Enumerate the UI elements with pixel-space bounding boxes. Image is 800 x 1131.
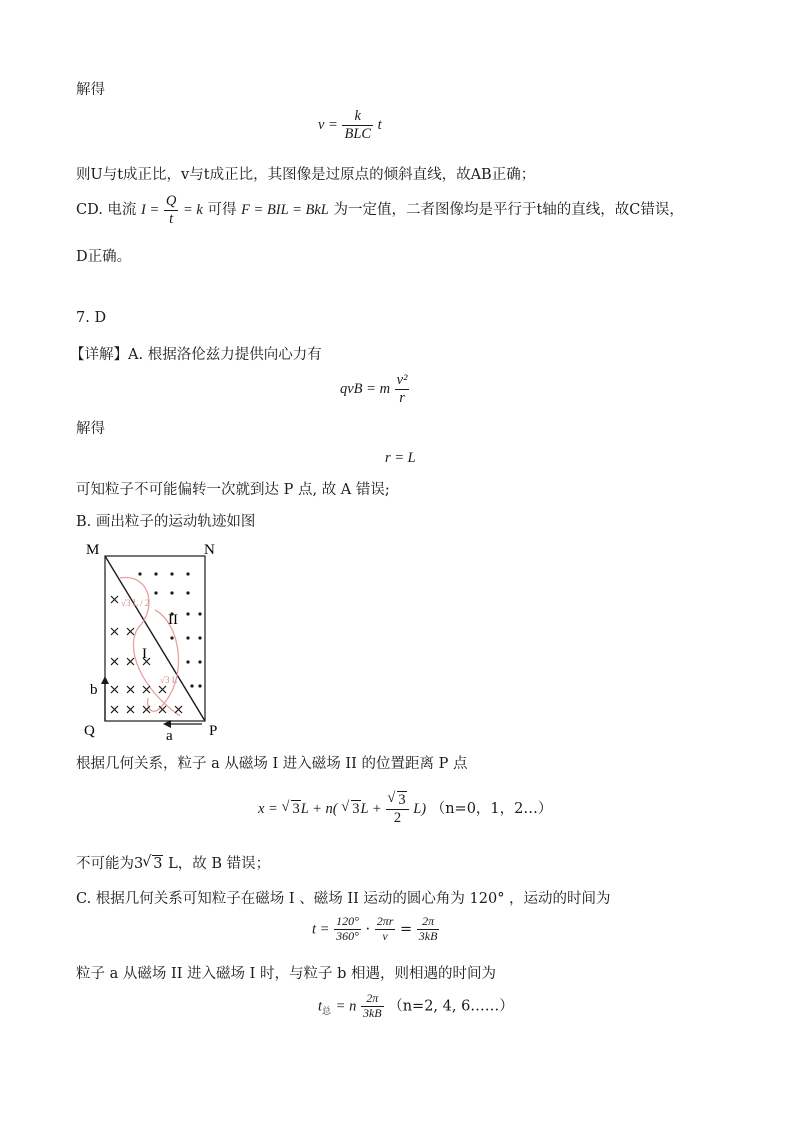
equation-condition: （n=2, 4, 6……） — [388, 998, 514, 1015]
fraction-denominator: r — [399, 389, 405, 406]
text-segment: 为一定值，二者图像均是平行于t轴的直线，故C错误， — [333, 202, 684, 219]
fraction-numerator: 2πr — [376, 914, 394, 928]
equation-time — [312, 915, 439, 944]
fraction-numerator: k — [342, 108, 373, 126]
arc-label-lower: √3 L — [160, 675, 178, 685]
equation-lhs: v = — [318, 117, 338, 134]
equation-part: L + n( — [300, 801, 338, 818]
text-line: 解得 — [76, 421, 105, 437]
equation-part: L + — [360, 801, 382, 818]
sqrt-term — [143, 856, 163, 872]
corner-label-n: N — [204, 542, 215, 558]
equation-lorentz — [340, 372, 409, 406]
sqrt-radicand: 3 — [352, 801, 360, 818]
fraction-denominator: 360° — [336, 928, 359, 943]
diagonal-boundary — [105, 556, 205, 721]
text-line: 解得 — [76, 82, 105, 98]
fraction-current — [164, 193, 178, 227]
detail-heading: 【详解】A. 根据洛伦兹力提供向心力有 — [70, 347, 322, 363]
corner-label-p: P — [209, 723, 218, 739]
equation-force: F = BIL = BkL — [241, 202, 329, 219]
field-dots-region — [138, 572, 201, 687]
fraction-result — [417, 915, 440, 944]
arrowhead-b — [101, 676, 109, 684]
text-line: B. 画出粒子的运动轨迹如图 — [76, 514, 256, 530]
equation-current-rhs: = k — [182, 202, 203, 219]
equation-lhs-t: t — [318, 998, 323, 1015]
sqrt-radicand: 3 — [292, 801, 300, 818]
equation-position — [258, 792, 552, 826]
text-segment: CD. 电流 — [76, 202, 137, 219]
fraction-denominator: BLC — [344, 125, 372, 142]
region-label-1: I — [142, 646, 147, 662]
question-answer: 7. D — [76, 310, 107, 326]
equation-condition: （n=0，1，2…） — [430, 801, 553, 818]
particle-label-b: b — [90, 682, 98, 698]
particle-label-a: a — [166, 728, 173, 743]
fraction-denominator: t — [169, 210, 174, 227]
fraction-numerator: v² — [396, 372, 408, 388]
fraction-angle — [334, 915, 361, 944]
fraction-period — [375, 915, 396, 944]
multiply-dot: · — [365, 921, 371, 938]
equation-velocity — [318, 108, 382, 142]
text-line: 根据几何关系，粒子 a 从磁场 I 进入磁场 II 的位置距离 P 点 — [76, 756, 468, 772]
fraction-denominator: 3kB — [362, 1005, 382, 1020]
text-line: 粒子 a 从磁场 II 进入磁场 I 时，与粒子 b 相遇，则相遇的时间为 — [76, 966, 496, 982]
text-line-b-conclusion — [76, 852, 270, 873]
sqrt-term — [388, 792, 406, 809]
text-line: C. 根据几何关系可知粒子在磁场 I 、磁场 II 运动的圆心角为 120° ，运动的时间为 — [76, 891, 611, 907]
corner-label-q: Q — [84, 723, 95, 739]
fraction — [395, 372, 410, 406]
corner-label-m: M — [86, 542, 100, 558]
region-label-2: II — [168, 612, 178, 628]
fraction-numerator: 2π — [417, 915, 440, 930]
text-line: 则U与t成正比，v与t成正比，其图像是过原点的倾斜直线，故AB正确； — [76, 167, 536, 183]
fraction-denominator: 2 — [393, 809, 402, 826]
subscript-total: 总 — [322, 1007, 332, 1018]
fraction-numerator: 120° — [336, 914, 359, 928]
text-segment: 可得 — [207, 202, 237, 219]
text-segment: L，故 B 错误； — [163, 856, 271, 872]
fraction — [361, 992, 384, 1021]
equals-sign: = — [400, 921, 413, 938]
sqrt-radicand: 3 — [398, 792, 406, 808]
equation-current-lhs: I = — [141, 202, 160, 219]
fraction-numerator — [386, 792, 408, 810]
fraction-denominator: v — [382, 928, 388, 943]
trajectory-figure — [80, 538, 240, 743]
equation-lhs: t = — [312, 921, 330, 938]
fraction-numerator: Q — [165, 193, 177, 209]
fraction — [342, 108, 373, 142]
equation-part: L) — [413, 801, 427, 818]
equation-part: = n — [335, 998, 357, 1015]
fraction-denominator: 3kB — [418, 928, 438, 943]
equation-tail: t — [377, 117, 382, 134]
text-segment: 不可能为3 — [76, 856, 144, 872]
text-line: 可知粒子不可能偏转一次就到达 P 点, 故 A 错误; — [76, 482, 390, 498]
equation-meet-time — [318, 992, 514, 1021]
fraction-numerator: 2π — [361, 992, 384, 1007]
equation-lhs: qvB = m — [340, 381, 391, 398]
sqrt-radicand: 3 — [153, 856, 163, 872]
text-line: D正确。 — [76, 249, 132, 265]
sqrt-term — [342, 801, 360, 818]
fraction — [386, 792, 408, 826]
equation-lhs: x = — [258, 801, 278, 818]
arc-label-upper: √3 L / 2 — [121, 598, 150, 608]
equation-radius: r = L — [385, 450, 416, 466]
text-line-cd — [76, 193, 684, 227]
sqrt-term — [282, 801, 300, 818]
